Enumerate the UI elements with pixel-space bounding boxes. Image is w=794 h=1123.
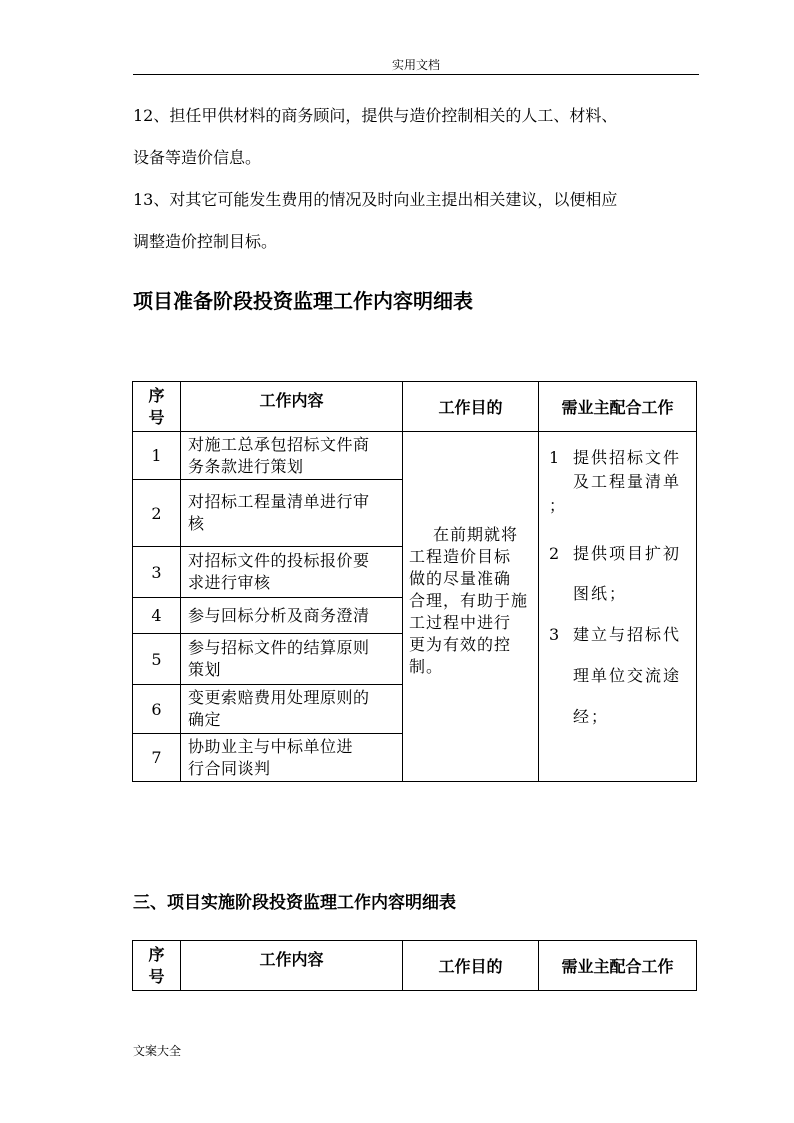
cooperation-text <box>573 614 690 737</box>
goal-line4: 合理，有助于施 <box>409 591 529 610</box>
section1-table <box>132 381 697 782</box>
row-content <box>181 685 403 734</box>
cooperation-item <box>549 614 690 737</box>
table-header-row <box>133 382 697 432</box>
goal-line1: 在前期就将 <box>433 525 519 544</box>
header-content: 工作内容 <box>181 382 403 432</box>
cooperation-line3: ； <box>549 496 568 515</box>
cooperation-num: 3 <box>549 625 560 644</box>
row-content-line1: 对招标文件的投标报价要 <box>188 551 370 570</box>
cooperation-cell <box>539 432 697 782</box>
cooperation-line2: 理单位交流途 <box>573 666 682 685</box>
row-content <box>181 598 403 634</box>
row-content <box>181 480 403 547</box>
cooperation-line1: 提供项目扩初 <box>573 544 682 563</box>
section2-table <box>132 940 697 991</box>
goal-line5: 工过程中进行 <box>409 613 512 632</box>
row-seq: 5 <box>133 634 181 685</box>
goal-line3: 做的尽量准确 <box>409 569 512 588</box>
paragraph-13-line1: 13、对其它可能发生费用的情况及时向业主提出相关建议，以便相应 <box>133 190 618 209</box>
header-cooperation: 需业主配合工作 <box>539 941 697 991</box>
row-seq: 7 <box>133 734 181 782</box>
cooperation-text <box>573 534 690 614</box>
cooperation-line2: 图纸； <box>573 584 628 603</box>
row-content-line2: 求进行审核 <box>188 573 271 592</box>
paragraph-12-line2: 设备等造价信息。 <box>133 148 262 167</box>
header-content: 工作内容 <box>181 941 403 991</box>
page-footer: 文案大全 <box>133 1044 182 1058</box>
header-cooperation: 需业主配合工作 <box>539 382 697 432</box>
cooperation-text <box>549 446 690 518</box>
row-content-line1: 对施工总承包招标文件商 <box>188 434 370 454</box>
section2-title: 三、项目实施阶段投资监理工作内容明细表 <box>133 893 456 913</box>
header-seq-line1: 序 <box>148 385 165 405</box>
goal-line2: 工程造价目标 <box>409 547 512 566</box>
section1-title: 项目准备阶段投资监理工作内容明细表 <box>133 289 473 313</box>
row-content-line2: 策划 <box>188 660 222 679</box>
row-content <box>181 734 403 782</box>
cooperation-line3: 经； <box>573 707 610 726</box>
row-content-line1: 协助业主与中标单位进 <box>188 736 354 756</box>
cooperation-line1: 建立与招标代 <box>573 625 682 644</box>
header-goal: 工作目的 <box>403 941 539 991</box>
header-seq <box>133 382 181 432</box>
goal-cell <box>403 432 539 782</box>
row-content-line2: 确定 <box>188 710 222 729</box>
header-seq-line2: 号 <box>148 966 165 986</box>
cooperation-num: 1 <box>549 448 560 467</box>
cooperation-num: 2 <box>549 544 560 563</box>
cooperation-item <box>549 534 690 614</box>
page-header: 实用文档 <box>391 58 440 72</box>
header-goal: 工作目的 <box>403 382 539 432</box>
header-seq-line1: 序 <box>148 944 165 964</box>
row-content <box>181 432 403 480</box>
cooperation-line1: 提供招标文件 <box>573 448 682 467</box>
goal-line7: 制。 <box>409 657 444 676</box>
row-content-line1: 对招标工程量清单进行审 <box>188 492 370 511</box>
row-seq: 1 <box>133 432 181 480</box>
row-seq: 6 <box>133 685 181 734</box>
paragraph-12-line1: 12、担任甲供材料的商务顾问，提供与造价控制相关的人工、材料、 <box>133 106 618 125</box>
row-seq: 3 <box>133 547 181 598</box>
table-header-row <box>133 941 697 991</box>
row-content-line2: 行合同谈判 <box>188 758 271 778</box>
row-content-line2: 务条款进行策划 <box>188 456 304 476</box>
goal-line6: 更为有效的控 <box>409 635 512 654</box>
row-content-line1: 参与回标分析及商务澄清 <box>188 605 370 625</box>
row-content-line2: 核 <box>188 514 205 533</box>
row-content-line1: 变更索赔费用处理原则的 <box>188 688 370 707</box>
row-seq: 4 <box>133 598 181 634</box>
row-seq: 2 <box>133 480 181 547</box>
row-content <box>181 547 403 598</box>
paragraph-13-line2: 调整造价控制目标。 <box>133 232 278 251</box>
row-content <box>181 634 403 685</box>
cooperation-item <box>549 446 690 518</box>
header-seq <box>133 941 181 991</box>
row-content-line1: 参与招标文件的结算原则 <box>188 638 370 657</box>
header-rule <box>133 74 699 75</box>
header-seq-line2: 号 <box>148 407 165 427</box>
cooperation-line2: 及工程量清单 <box>573 472 682 491</box>
table-row <box>133 432 697 480</box>
